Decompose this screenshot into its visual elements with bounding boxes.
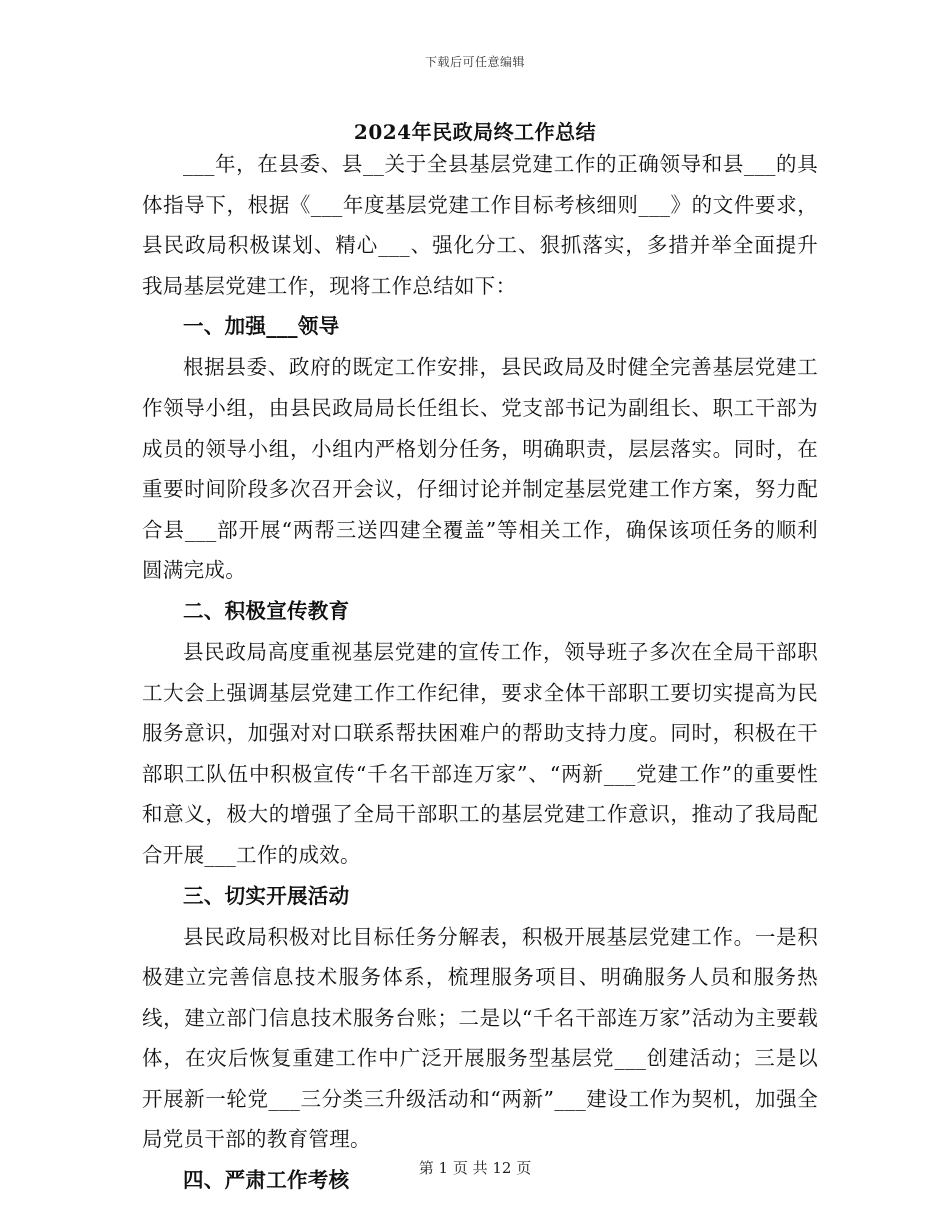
document-body <box>142 144 818 1201</box>
page-number: 第 1 页 共 12 页 <box>418 1159 532 1177</box>
section-1-heading: 一、加强___领导 <box>183 314 340 339</box>
section-4-heading: 四、严肃工作考核 <box>183 1168 350 1193</box>
section-2-paragraph: 县民政局高度重视基层党建的宣传工作，领导班子多次在全局干部职工大会上强调基层党建工作工作纪律，要求全体干部职工要切实提高为民服务意识，加强对对口联系帮扶困难户的帮助支持力度。同时，积极在干部职工队伍中积极宣传“千名干部连万家”、“两新___党建工作”的重要性和意义，极大的增强了全局干部职工的基层党建工作意识，推动了我局配合开展___工作的成效。 <box>142 639 818 867</box>
document-title: 2024年民政局终工作总结 <box>353 120 597 144</box>
page-header-note: 下载后可任意编辑 <box>424 55 525 69</box>
intro-paragraph: ___年，在县委、县__关于全县基层党建工作的正确领导和县___的具体指导下，根据《___年度基层党建工作目标考核细则___》的文件要求，县民政局积极谋划、精心___、强化分工、狠抓落实，多措并举全面提升我局基层党建工作，现将工作总结如下： <box>142 152 818 298</box>
section-3-heading: 三、切实开展活动 <box>183 883 350 908</box>
section-3-paragraph: 县民政局积极对比目标任务分解表，积极开展基层党建工作。一是积极建立完善信息技术服务体系，梳理服务项目、明确服务人员和服务热线，建立部门信息技术服务台账；二是以“千名干部连万家”活动为主要载体，在灾后恢复重建工作中广泛开展服务型基层党___创建活动；三是以开展新一轮党___三分类三升级活动和“两新”___建设工作为契机，加强全局党员干部的教育管理。 <box>142 924 818 1152</box>
section-1-paragraph: 根据县委、政府的既定工作安排，县民政局及时健全完善基层党建工作领导小组，由县民政局局长任组长、党支部书记为副组长、职工干部为成员的领导小组，小组内严格划分任务，明确职责，层层落实。同时，在重要时间阶段多次召开会议，仔细讨论并制定基层党建工作方案，努力配合县___部开展“两帮三送四建全覆盖”等相关工作，确保该项任务的顺利圆满完成。 <box>142 355 818 583</box>
section-2-heading: 二、积极宣传教育 <box>183 598 350 623</box>
